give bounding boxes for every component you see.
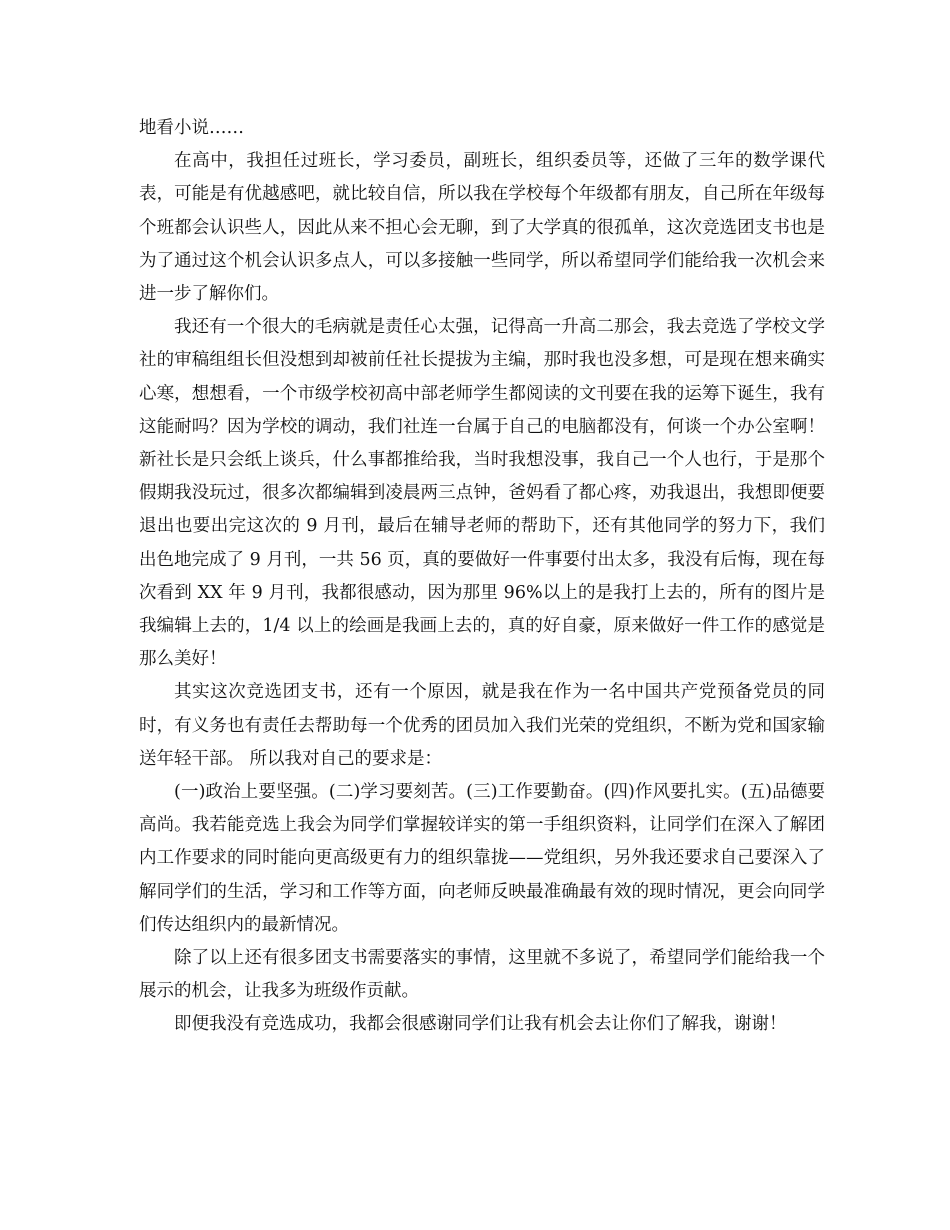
- paragraph-6: 除了以上还有很多团支书需要落实的事情，这里就不多说了，希望同学们能给我一个展示的机会，让我多为班级作贡献。: [139, 948, 825, 1002]
- paragraph-4: 其实这次竞选团支书，还有一个原因，就是我在作为一名中国共产党预备党员的同时，有义务也有责任去帮助每一个优秀的团员加入我们光荣的党组织，不断为党和国家输送年轻干部。 所以我对自己的要求是：: [139, 682, 825, 769]
- paragraph-2: 在高中，我担任过班长，学习委员，副班长，组织委员等，还做了三年的数学课代表，可能是有优越感吧，就比较自信，所以我在学校每个年级都有朋友，自己所在年级每个班都会认识些人，因此从来不担心会无聊，到了大学真的很孤单，这次竞选团支书也是为了通过这个机会认识多点人，可以多接触一些同学，所以希望同学们能给我一次机会来进一步了解你们。: [139, 151, 825, 305]
- paragraph-1: 地看小说……: [139, 118, 244, 138]
- paragraph-5: (一)政治上要坚强。(二)学习要刻苦。(三)工作要勤奋。(四)作风要扎实。(五)品德要高尚。我若能竞选上我会为同学们掌握较详实的第一手组织资料，让同学们在深入了解团内工作要求的同时能向更高级更有力的组织靠拢——党组织，另外我还要求自己要深入了解同学们的生活，学习和工作等方面，向老师反映最准确最有效的现时情况，更会向同学们传达组织内的最新情况。: [139, 782, 825, 935]
- paragraph-3: 我还有一个很大的毛病就是责任心太强，记得高一升高二那会，我去竞选了学校文学社的审稿组组长但没想到却被前任社长提拔为主编，那时我也没多想，可是现在想来确实心寒，想想看，一个市级学校初高中部老师学生都阅读的文刊要在我的运筹下诞生，我有这能耐吗？因为学校的调动，我们社连一台属于自己的电脑都没有，何谈一个办公室啊！新社长是只会纸上谈兵，什么事都推给我，当时我想没事，我自己一个人也行，于是那个假期我没玩过，很多次都编辑到凌晨两三点钟，爸妈看了都心疼，劝我退出，我想即便要退出也要出完这次的 9 月刊，最后在辅导老师的帮助下，还有其他同学的努力下，我们出色地完成了 9 月刊，一共 56 页，真的要做好一件事要付出太多，我没有后悔，现在每次看到 XX 年 9 月刊，我都很感动，因为那里 96%以上的是我打上去的，所有的图片是我编辑上去的，1/4 以上的绘画是我画上去的，真的好自豪，原来做好一件工作的感觉是那么美好！: [139, 317, 825, 670]
- document-body: [139, 112, 825, 1042]
- paragraph-7: 即便我没有竞选成功，我都会很感谢同学们让我有机会去让你们了解我，谢谢！: [174, 1014, 787, 1035]
